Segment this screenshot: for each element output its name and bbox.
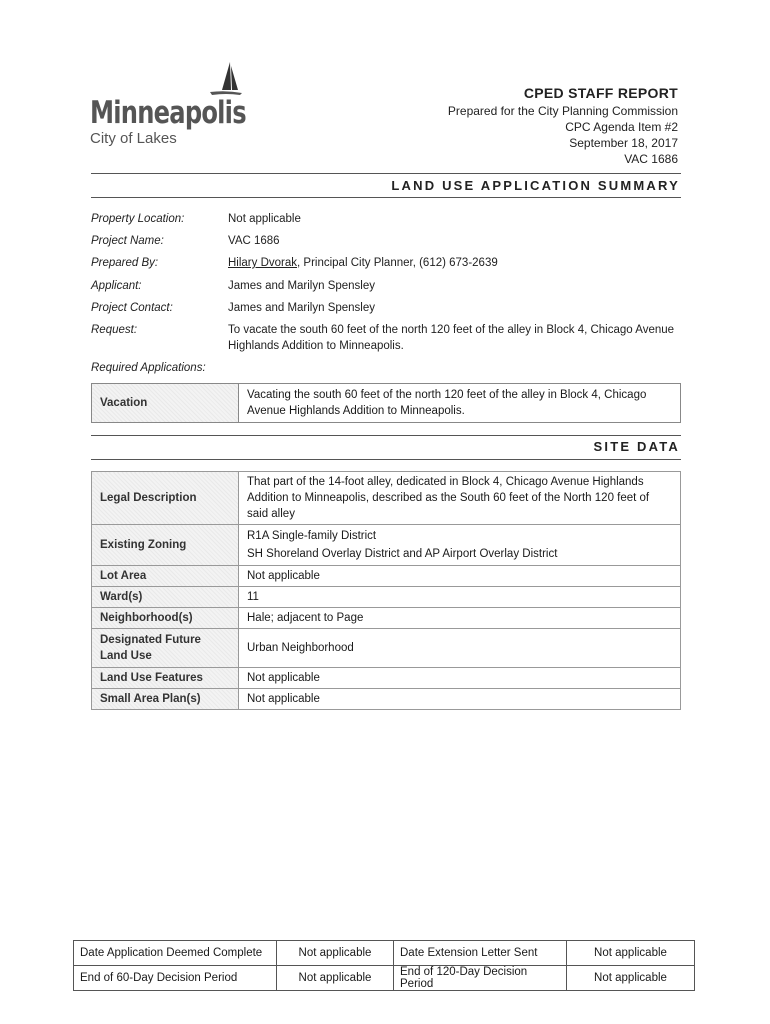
field-label: Project Contact: xyxy=(91,302,173,314)
field-label: Request: xyxy=(91,324,138,336)
report-prepared-for: Prepared for the City Planning Commission xyxy=(447,104,678,118)
table-row xyxy=(74,966,695,991)
table-row xyxy=(92,668,681,689)
row-value: Hale; adjacent to Page xyxy=(239,608,681,629)
row-value: Not applicable xyxy=(239,689,681,710)
table-row xyxy=(92,384,681,423)
row-label: Neighborhood(s) xyxy=(92,608,239,629)
table-row xyxy=(92,525,681,566)
row-value xyxy=(239,525,681,566)
field-value xyxy=(228,255,498,271)
deadline-value: Not applicable xyxy=(277,966,394,991)
deadline-label: Date Extension Letter Sent xyxy=(394,941,567,966)
row-label: Land Use Features xyxy=(92,668,239,689)
row-label: Existing Zoning xyxy=(92,525,239,566)
deadline-value: Not applicable xyxy=(567,941,695,966)
row-value: That part of the 14-foot alley, dedicated in Block 4, Chicago Avenue Highlands Addition to Minneapolis, described as the South 60 feet of the North 120 feet of said alley xyxy=(239,472,681,525)
divider xyxy=(91,435,681,436)
divider xyxy=(91,459,681,460)
zoning-overlay: SH Shoreland Overlay District and AP Airport Overlay District xyxy=(247,548,558,560)
deadline-label: End of 120-Day Decision Period xyxy=(394,966,567,991)
divider xyxy=(91,197,681,198)
deadline-value: Not applicable xyxy=(277,941,394,966)
field-label: Prepared By: xyxy=(91,257,159,269)
planner-details: , Principal City Planner, (612) 673-2639 xyxy=(297,257,498,269)
row-label: Legal Description xyxy=(92,472,239,525)
field-value: Not applicable xyxy=(228,213,301,225)
row-value: Urban Neighborhood xyxy=(239,629,681,668)
table-row xyxy=(92,629,681,668)
summary-title: LAND USE APPLICATION SUMMARY xyxy=(391,178,680,193)
table-row xyxy=(92,587,681,608)
field-label: Project Name: xyxy=(91,235,164,247)
row-value: 11 xyxy=(239,587,681,608)
deadline-label: End of 60-Day Decision Period xyxy=(74,966,277,991)
case-number: VAC 1686 xyxy=(624,152,678,166)
site-data-title: SITE DATA xyxy=(593,439,680,454)
table-row xyxy=(92,472,681,525)
deadline-label: Date Application Deemed Complete xyxy=(74,941,277,966)
divider xyxy=(91,173,681,174)
table-row xyxy=(92,566,681,587)
deadline-value: Not applicable xyxy=(567,966,695,991)
logo-subtitle: City of Lakes xyxy=(90,130,177,147)
report-title: CPED STAFF REPORT xyxy=(523,85,678,101)
row-label: Designated Future Land Use xyxy=(92,629,239,668)
zoning-base: R1A Single-family District xyxy=(247,530,377,542)
row-label: Ward(s) xyxy=(92,587,239,608)
deadline-table xyxy=(73,940,695,991)
table-row xyxy=(74,941,695,966)
required-applications-label: Required Applications: xyxy=(91,362,206,374)
applications-table xyxy=(91,383,681,423)
field-value: To vacate the south 60 feet of the north 120 feet of the alley in Block 4, Chicago Avenue Highlands Addition to Minneapolis. xyxy=(228,324,675,352)
field-label: Property Location: xyxy=(91,213,185,225)
row-value: Not applicable xyxy=(239,566,681,587)
application-name: Vacation xyxy=(92,384,239,423)
table-row xyxy=(92,689,681,710)
planner-link[interactable]: Hilary Dvorak xyxy=(228,257,298,269)
site-data-table xyxy=(91,471,681,710)
field-value: James and Marilyn Spensley xyxy=(228,280,376,292)
row-label: Small Area Plan(s) xyxy=(92,689,239,710)
field-value: VAC 1686 xyxy=(228,235,280,247)
report-date: September 18, 2017 xyxy=(569,136,678,150)
field-value: James and Marilyn Spensley xyxy=(228,302,376,314)
field-label: Applicant: xyxy=(91,280,142,292)
row-label: Lot Area xyxy=(92,566,239,587)
application-description: Vacating the south 60 feet of the north 120 feet of the alley in Block 4, Chicago Avenue Highlands Addition to Minneapolis. xyxy=(239,384,681,423)
agenda-item: CPC Agenda Item #2 xyxy=(565,120,678,134)
row-value: Not applicable xyxy=(239,668,681,689)
table-row xyxy=(92,608,681,629)
logo-wordmark: Minneapolis xyxy=(90,95,246,131)
